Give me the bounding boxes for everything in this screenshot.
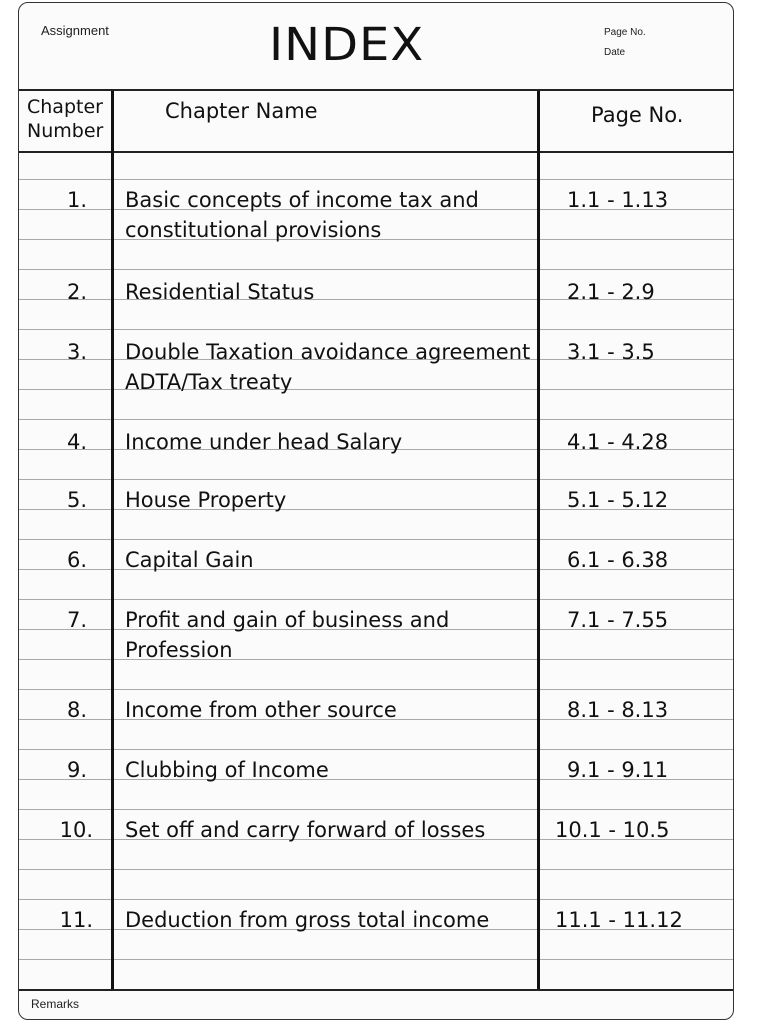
ruled-line xyxy=(19,599,734,600)
date-label: Date xyxy=(604,47,626,58)
chapter-number: 1. xyxy=(66,188,87,212)
page-no-label: Page No. xyxy=(604,27,646,38)
chapter-name: Residential Status xyxy=(125,280,315,304)
chapter-number: 10. xyxy=(59,818,93,842)
chapter-number: 2. xyxy=(66,280,87,304)
chapter-number: 5. xyxy=(66,488,87,512)
chapter-pages: 2.1 - 2.9 xyxy=(567,280,655,304)
notebook-page xyxy=(18,2,734,1020)
chapter-pages: 5.1 - 5.12 xyxy=(567,488,669,512)
ruled-line xyxy=(19,539,734,540)
chapter-number: 6. xyxy=(66,548,87,572)
chapter-pages: 6.1 - 6.38 xyxy=(567,548,669,572)
chapter-name: Clubbing of Income xyxy=(125,758,329,782)
ruled-line xyxy=(19,419,734,420)
chapter-name: House Property xyxy=(125,488,287,512)
page-title: INDEX xyxy=(269,18,425,72)
chapter-name: Income under head Salary xyxy=(125,430,403,454)
chapter-name: Profit and gain of business and Profession xyxy=(125,608,450,662)
ruled-line xyxy=(19,869,734,870)
ruled-line xyxy=(19,269,734,270)
ruled-line xyxy=(19,749,734,750)
chapter-number: 7. xyxy=(66,608,87,632)
ruled-line xyxy=(19,151,734,153)
chapter-number: 8. xyxy=(66,698,87,722)
chapter-number: 3. xyxy=(66,340,87,364)
ruled-line xyxy=(19,809,734,810)
ruled-line xyxy=(19,329,734,330)
chapter-pages: 7.1 - 7.55 xyxy=(567,608,669,632)
chapter-name: Basic concepts of income tax and constitutional provisions xyxy=(125,188,479,242)
number-column-divider xyxy=(111,91,114,989)
header-chapter-name: Chapter Name xyxy=(165,99,318,123)
chapter-pages: 8.1 - 8.13 xyxy=(567,698,669,722)
chapter-name: Income from other source xyxy=(125,698,397,722)
chapter-name: Capital Gain xyxy=(125,548,254,572)
ruled-line xyxy=(19,989,734,991)
ruled-line xyxy=(19,959,734,960)
remarks-label: Remarks xyxy=(31,997,80,1011)
header-chapter-number-line2: Number xyxy=(27,120,104,142)
chapter-pages: 4.1 - 4.28 xyxy=(567,430,669,454)
chapter-number: 11. xyxy=(59,908,93,932)
chapter-pages: 10.1 - 10.5 xyxy=(555,818,670,842)
pages-column-divider xyxy=(537,91,540,989)
chapter-number: 9. xyxy=(66,758,87,782)
header-page-no: Page No. xyxy=(591,103,684,127)
chapter-pages: 11.1 - 11.12 xyxy=(555,908,683,932)
chapter-name: Set off and carry forward of losses xyxy=(125,818,486,842)
assignment-label: Assignment xyxy=(41,23,109,38)
chapter-pages: 1.1 - 1.13 xyxy=(567,188,669,212)
chapter-pages: 3.1 - 3.5 xyxy=(567,340,655,364)
chapter-name: Deduction from gross total income xyxy=(125,908,490,932)
header-chapter-number-line1: Chapter xyxy=(27,96,103,118)
ruled-line xyxy=(19,179,734,180)
chapter-pages: 9.1 - 9.11 xyxy=(567,758,669,782)
ruled-line xyxy=(19,89,734,91)
ruled-line xyxy=(19,899,734,900)
ruled-line xyxy=(19,479,734,480)
chapter-name: Double Taxation avoidance agreement ADTA/Tax treaty xyxy=(125,340,531,394)
header-chapter-number xyxy=(27,95,103,143)
ruled-line xyxy=(19,689,734,690)
chapter-number: 4. xyxy=(66,430,87,454)
